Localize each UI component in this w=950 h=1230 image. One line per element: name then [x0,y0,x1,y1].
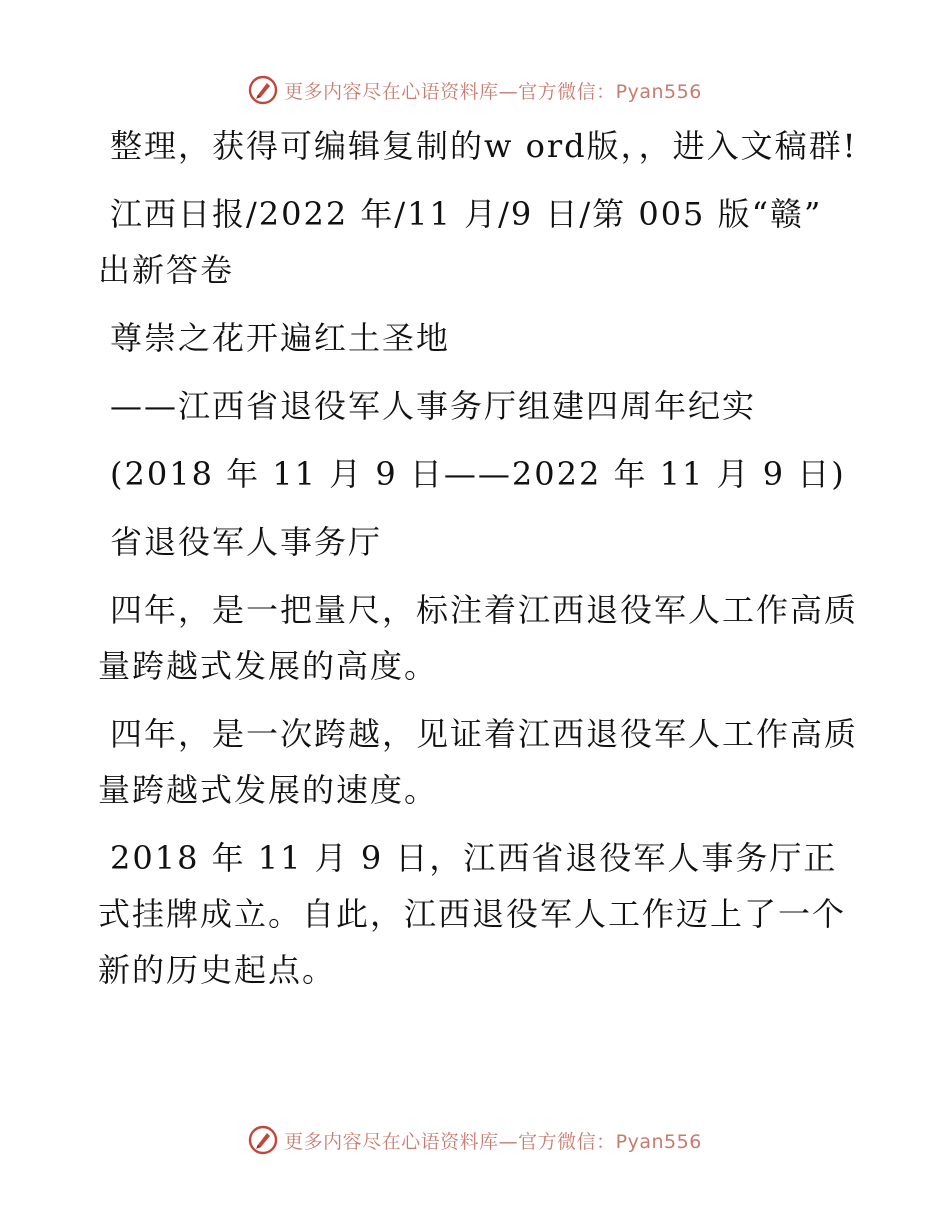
paragraph-body-1: 四年，是一把量尺，标注着江西退役军人工作高质量跨越式发展的高度。 [98,591,859,685]
pen-logo-icon [248,1125,278,1155]
watermark-text: 更多内容尽在心语资料库—官方微信：Pyan556 [284,1130,702,1153]
paragraph-intro: 整理，获得可编辑复制的w ord版，，进入文稿群! [110,127,858,165]
pen-logo-icon [248,75,278,105]
article-date-range: (2018 年 11 月 9 日——2022 年 11 月 9 日) [110,455,846,493]
paragraph-body-2: 四年，是一次跨越，见证着江西退役军人工作高质量跨越式发展的速度。 [98,715,859,809]
article-subtitle: ——江西省退役军人事务厅组建四周年纪实 [110,387,757,425]
paragraph-body-3: 2018 年 11 月 9 日，江西省退役军人事务厅正式挂牌成立。自此，江西退役军人工作迈上了一个新的历史起点。 [98,839,847,989]
article-author: 省退役军人事务厅 [110,523,383,561]
footer-watermark [0,1120,950,1160]
paragraph-source: 江西日报/2022 年/11 月/9 日/第 005 版“赣” 出新答卷 [98,195,823,289]
document-body [98,118,858,998]
header-watermark [0,70,950,110]
article-title: 尊崇之花开遍红土圣地 [110,319,451,357]
watermark-text: 更多内容尽在心语资料库—官方微信：Pyan556 [284,80,702,103]
